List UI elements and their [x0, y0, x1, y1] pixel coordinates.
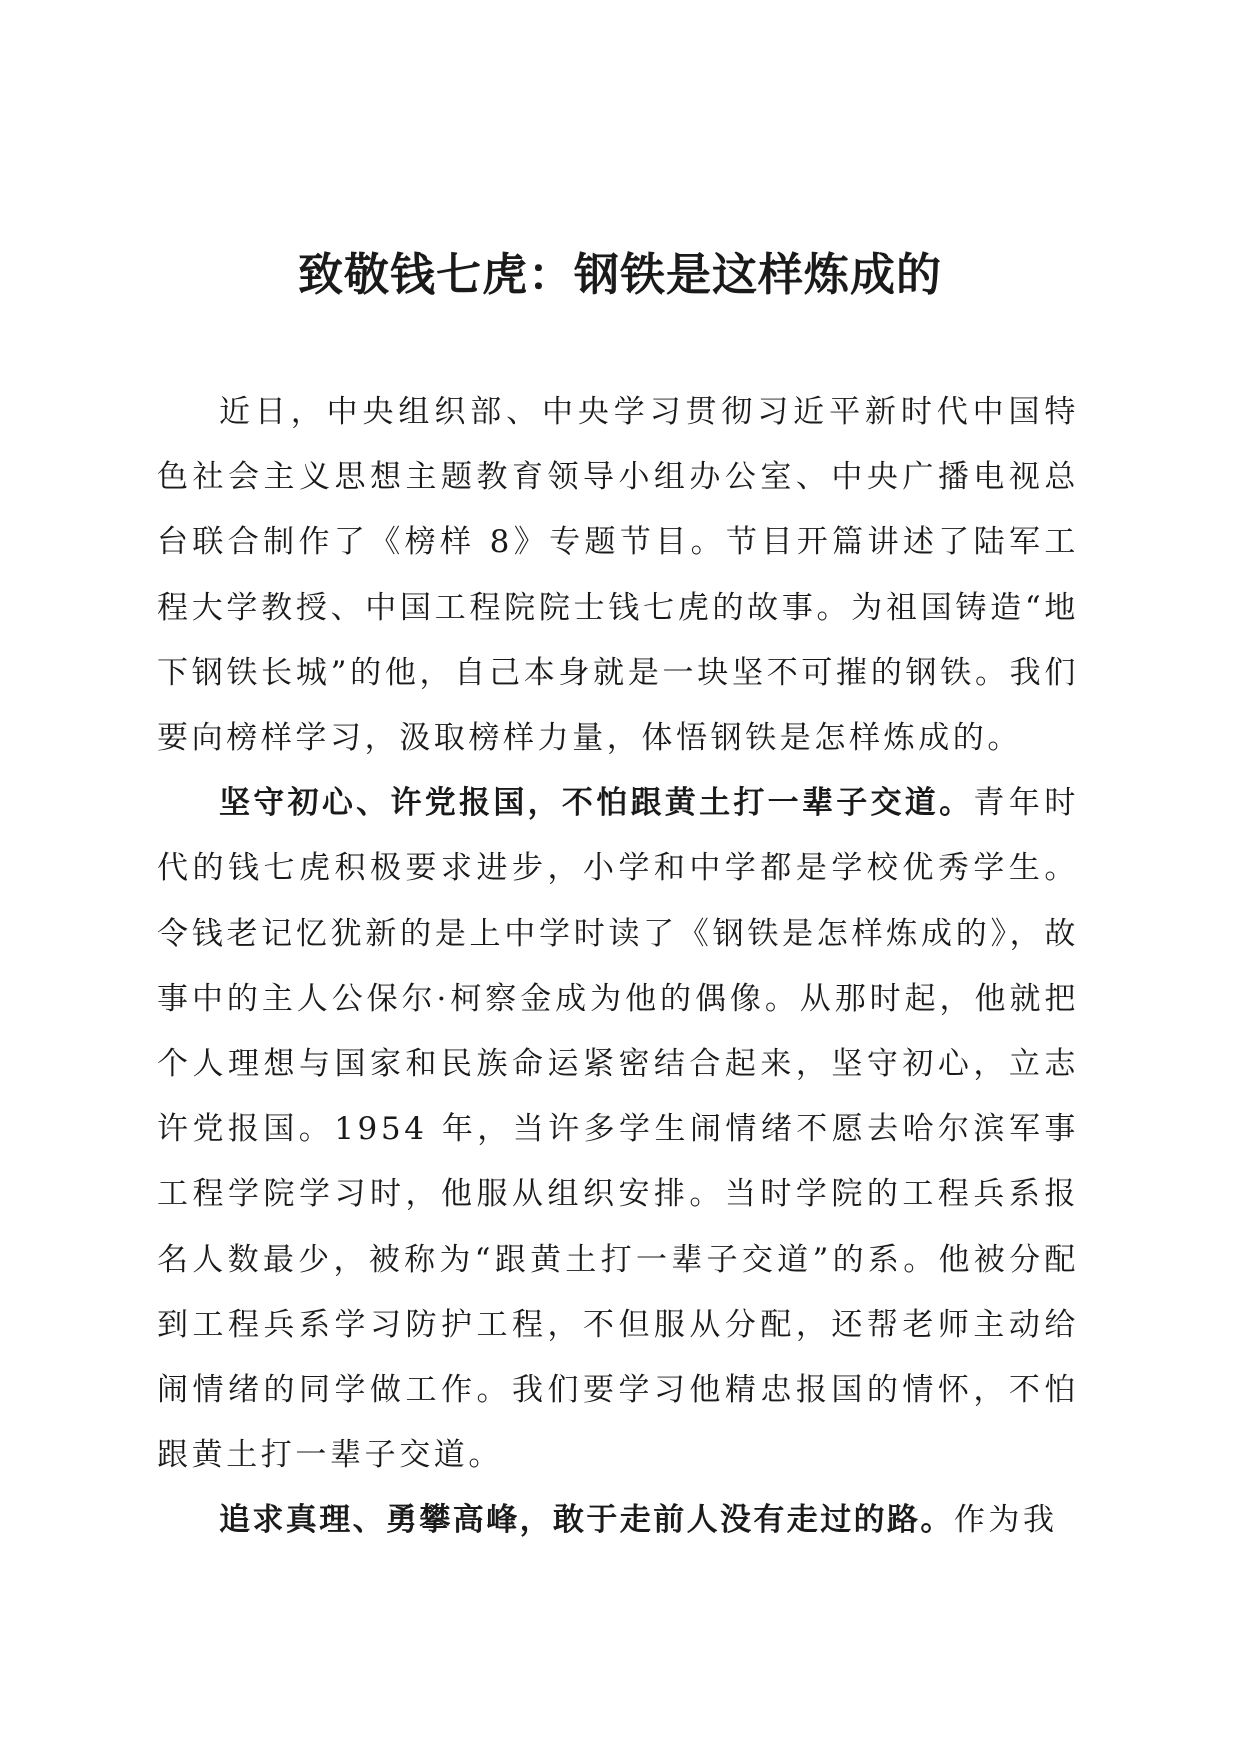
paragraph-text: 青年时代的钱七虎积极要求进步，小学和中学都是学校优秀学生。令钱老记忆犹新的是上中学时读了《钢铁是怎样炼成的》，故事中的主人公保尔·柯察金成为他的偶像。从那时起，他就把个人理想与国家和民族命运紧密结合起来，坚守初心，立志许党报国。1954 年，当许多学生闹情绪不愿去哈尔滨军事工程学院学习时，他服从组织安排。当时学院的工程兵系报名人数最少，被称为“跟黄土打一辈子交道”的系。他被分配到工程兵系学习防护工程，不但服从分配，还帮老师主动给闹情绪的同学做工作。我们要学习他精忠报国的情怀，不怕跟黄土打一辈子交道。	[157, 785, 1079, 1474]
paragraph-text: 近日，中央组织部、中央学习贯彻习近平新时代中国特色社会主义思想主题教育领导小组办公室、中央广播电视总台联合制作了《榜样 8》专题节目。节目开篇讲述了陆军工程大学教授、中国工程院院士钱七虎的故事。为祖国铸造“地下钢铁长城”的他，自己本身就是一块坚不可摧的钢铁。我们要向榜样学习，汲取榜样力量，体悟钢铁是怎样炼成的。	[157, 394, 1079, 757]
document-title: 致敬钱七虎：钢铁是这样炼成的	[297, 248, 942, 301]
paragraph-lead-heading: 追求真理、勇攀高峰，敢于走前人没有走过的路。	[219, 1502, 954, 1539]
paragraph-section-2	[157, 1488, 1079, 1553]
paragraph-intro	[157, 380, 1079, 771]
paragraph-lead-heading: 坚守初心、许党报国，不怕跟黄土打一辈子交道。	[219, 785, 974, 822]
paragraph-text: 作为我	[953, 1502, 1058, 1539]
document-body	[157, 380, 1079, 1554]
paragraph-section-1	[157, 771, 1079, 1488]
